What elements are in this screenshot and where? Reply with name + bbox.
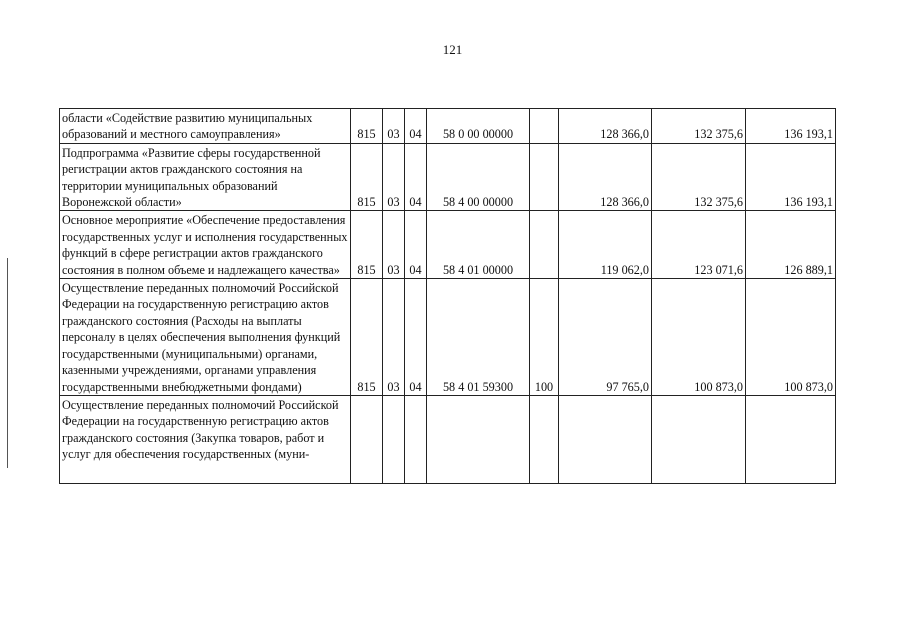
subsection-code: 04 <box>405 211 427 279</box>
expense-type-code <box>530 143 559 211</box>
table-row <box>60 109 836 144</box>
amount-year-3 <box>746 395 836 483</box>
row-name: области «Содействие развитию муниципальных образований и местного самоуправления» <box>60 109 351 144</box>
expense-type-code <box>530 211 559 279</box>
section-code: 03 <box>383 279 405 396</box>
amount-year-1: 128 366,0 <box>559 109 652 144</box>
row-name: Подпрограмма «Развитие сферы государственной регистрации актов гражданского состояния на территории муниципальных образований Воронежской области» <box>60 143 351 211</box>
row-name: Осуществление переданных полномочий Российской Федерации на государственную регистрацию актов гражданского состояния (Расходы на выплаты персоналу в целях обеспечения выполнения функций государственными (муниципальными) органами, казенными учреждениями, органами управления государственными внебюджетными фондами) <box>60 279 351 396</box>
amount-year-2 <box>652 395 746 483</box>
amount-year-2: 132 375,6 <box>652 143 746 211</box>
amount-year-1 <box>559 395 652 483</box>
section-code: 03 <box>383 143 405 211</box>
row-name: Основное мероприятие «Обеспечение предоставления государственных услуг и исполнения государственных функций в сфере регистрации актов гражданского состояния в полном объеме и надлежащего качества» <box>60 211 351 279</box>
section-code: 03 <box>383 211 405 279</box>
table-row <box>60 395 836 483</box>
target-code: 58 4 01 00000 <box>427 211 530 279</box>
target-code: 58 0 00 00000 <box>427 109 530 144</box>
amount-year-2: 100 873,0 <box>652 279 746 396</box>
amount-year-1: 97 765,0 <box>559 279 652 396</box>
budget-table <box>59 108 836 484</box>
ministry-code <box>351 395 383 483</box>
target-code <box>427 395 530 483</box>
amount-year-3: 136 193,1 <box>746 109 836 144</box>
section-code: 03 <box>383 109 405 144</box>
ministry-code: 815 <box>351 143 383 211</box>
margin-line <box>7 258 8 468</box>
expense-type-code <box>530 109 559 144</box>
subsection-code <box>405 395 427 483</box>
amount-year-3: 126 889,1 <box>746 211 836 279</box>
expense-type-code <box>530 395 559 483</box>
target-code: 58 4 01 59300 <box>427 279 530 396</box>
subsection-code: 04 <box>405 143 427 211</box>
ministry-code: 815 <box>351 109 383 144</box>
row-name: Осуществление переданных полномочий Российской Федерации на государственную регистрацию актов гражданского состояния (Закупка товаров, работ и услуг для обеспечения государственных (муни- <box>60 395 351 483</box>
table-row <box>60 143 836 211</box>
amount-year-1: 119 062,0 <box>559 211 652 279</box>
ministry-code: 815 <box>351 211 383 279</box>
subsection-code: 04 <box>405 109 427 144</box>
ministry-code: 815 <box>351 279 383 396</box>
table-row <box>60 279 836 396</box>
section-code <box>383 395 405 483</box>
target-code: 58 4 00 00000 <box>427 143 530 211</box>
amount-year-3: 136 193,1 <box>746 143 836 211</box>
expense-type-code: 100 <box>530 279 559 396</box>
subsection-code: 04 <box>405 279 427 396</box>
page-number: 121 <box>442 42 463 57</box>
amount-year-3: 100 873,0 <box>746 279 836 396</box>
table-row <box>60 211 836 279</box>
amount-year-2: 123 071,6 <box>652 211 746 279</box>
amount-year-2: 132 375,6 <box>652 109 746 144</box>
amount-year-1: 128 366,0 <box>559 143 652 211</box>
